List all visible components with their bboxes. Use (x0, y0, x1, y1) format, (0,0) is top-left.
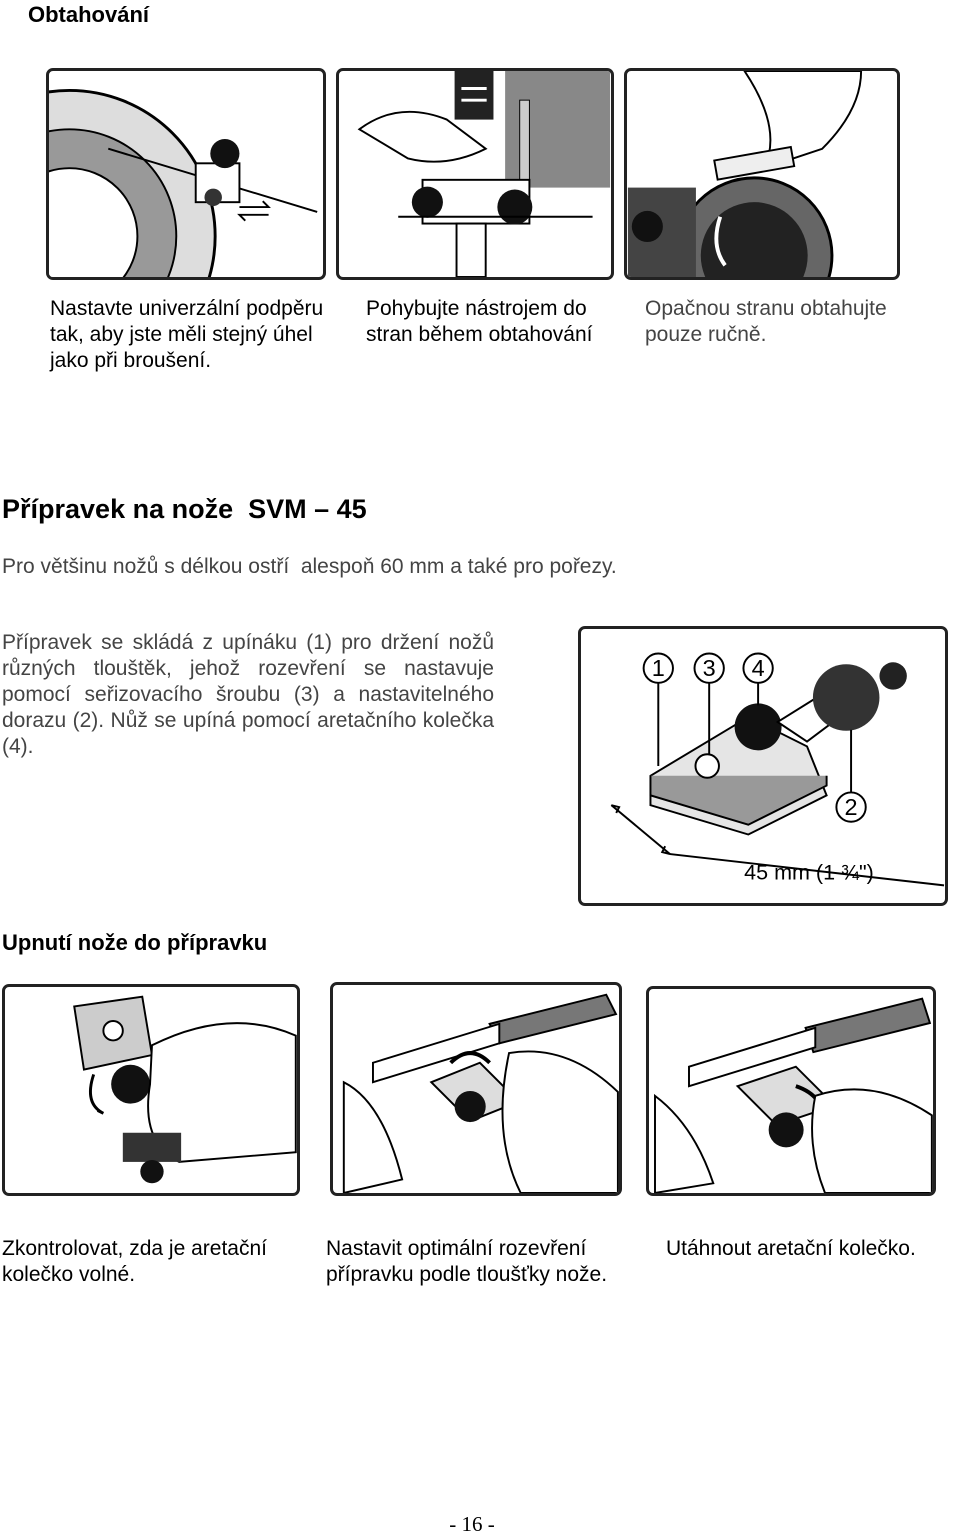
honing-figure-2 (336, 68, 614, 280)
jig-label-3: 3 (702, 654, 716, 681)
clamping-figure-2 (330, 982, 622, 1196)
caption-honing-3: Opačnou stranu obtahujte pouze ručně. (645, 297, 887, 346)
page-number: - 16 - (449, 1512, 495, 1536)
clamping-figure-3 (646, 986, 936, 1196)
caption-honing-1: Nastavte univerzální podpěru tak, aby jste měli stejný úhel jako při broušení. (50, 297, 324, 372)
jig-label-2: 2 (844, 793, 858, 820)
jig-description: Přípravek se skládá z upínáku (1) pro držení nožů různých tlouštěk, jehož rozevření se nastavuje pomocí seřizovacího šroubu (3) a nastavitelného dorazu (2). Nůž se upíná pomocí aretačního kolečka (4). (2, 631, 494, 758)
caption-clamping-3: Utáhnout aretační kolečko. (666, 1237, 916, 1260)
caption-honing-2: Pohybujte nástrojem do stran během obtahování (366, 297, 593, 346)
jig-dimension: 45 mm (1 ¾") (744, 860, 874, 885)
caption-clamping-1: Zkontrolovat, zda je aretační kolečko volné. (2, 1237, 267, 1286)
intro-text: Pro většinu nožů s délkou ostří alespoň 60 mm a také pro pořezy. (2, 555, 617, 578)
jig-label-4: 4 (751, 654, 765, 681)
jig-label-1: 1 (651, 654, 665, 681)
jig-figure (578, 626, 948, 906)
honing-figure-1 (46, 68, 326, 280)
section-title-clamping: Upnutí nože do přípravku (2, 930, 268, 955)
section-title-honing: Obtahování (28, 2, 150, 27)
caption-clamping-2: Nastavit optimální rozevření přípravku podle tloušťky nože. (326, 1237, 608, 1286)
clamping-figure-1 (2, 984, 300, 1196)
honing-figure-3 (624, 68, 900, 280)
section-title-knife-jig: Přípravek na nože SVM – 45 (2, 494, 367, 524)
